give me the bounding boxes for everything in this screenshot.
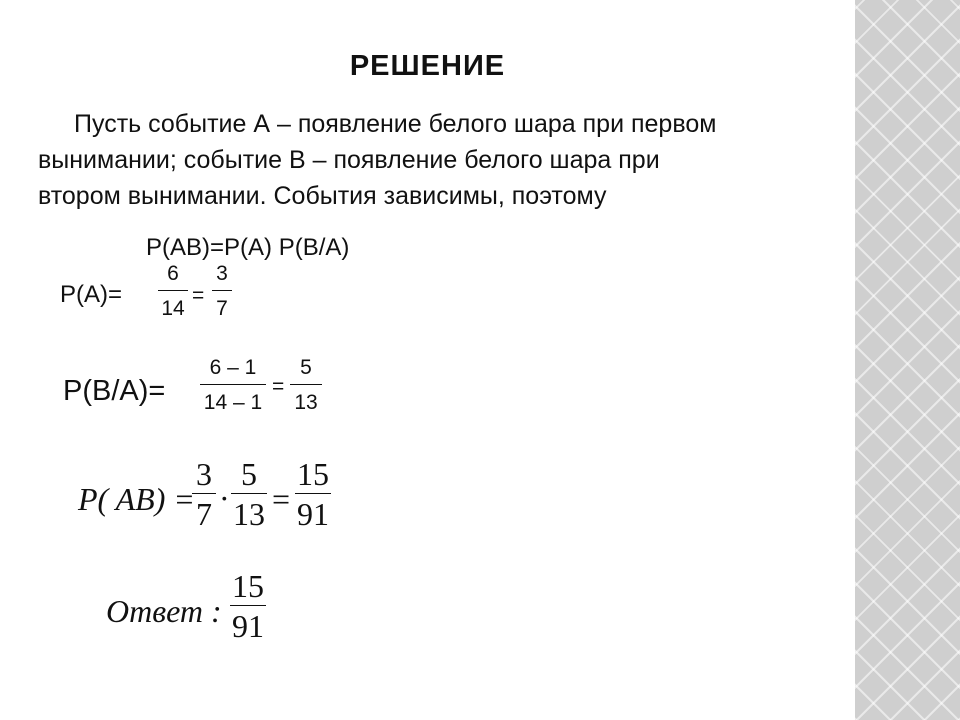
- denominator: 7: [216, 297, 228, 320]
- equals-sign: =: [272, 375, 285, 398]
- denominator: 7: [196, 496, 212, 532]
- numerator: 3: [196, 456, 212, 492]
- denominator: 91: [232, 608, 264, 644]
- pba-label: P(B/A)=: [63, 375, 166, 407]
- numerator: 15: [297, 456, 329, 492]
- multiply-dot: ·: [219, 480, 230, 516]
- main-formula: P(AB)=P(A) P(B/A): [146, 234, 350, 261]
- pa-fraction-2: [212, 262, 232, 321]
- equals-sign: =: [272, 481, 291, 517]
- numerator: 5: [241, 456, 257, 492]
- answer-fraction: [230, 568, 266, 645]
- denominator: 91: [297, 496, 329, 532]
- paragraph-line: вынимании; событие В – появление белого шара при: [38, 146, 660, 174]
- pab-fraction-3: [295, 456, 331, 533]
- denominator: 14: [161, 297, 185, 320]
- numerator: 6 – 1: [209, 356, 257, 379]
- pab-fraction-2: [231, 456, 267, 533]
- pab-fraction-1: [192, 456, 216, 533]
- pab-label: P( AB) =: [78, 481, 195, 517]
- paragraph-line: Пусть событие А – появление белого шара при первом: [74, 110, 717, 138]
- denominator: 13: [294, 391, 318, 414]
- slide-title: РЕШЕНИЕ: [349, 50, 506, 82]
- pa-fraction-1: [158, 262, 188, 321]
- problem-paragraph: [38, 106, 838, 214]
- decorative-side-band: [855, 0, 960, 720]
- numerator: 5: [300, 356, 312, 379]
- pa-label: P(A)=: [60, 281, 123, 308]
- numerator: 15: [232, 568, 264, 604]
- pba-fraction-1: [200, 356, 266, 415]
- equals-sign: =: [192, 284, 205, 307]
- answer-label: Ответ :: [106, 593, 222, 629]
- numerator: 6: [167, 262, 179, 285]
- numerator: 3: [216, 262, 228, 285]
- paragraph-line: втором вынимании. События зависимы, поэтому: [38, 182, 607, 210]
- pba-fraction-2: [290, 356, 322, 415]
- denominator: 13: [233, 496, 265, 532]
- denominator: 14 – 1: [203, 391, 263, 414]
